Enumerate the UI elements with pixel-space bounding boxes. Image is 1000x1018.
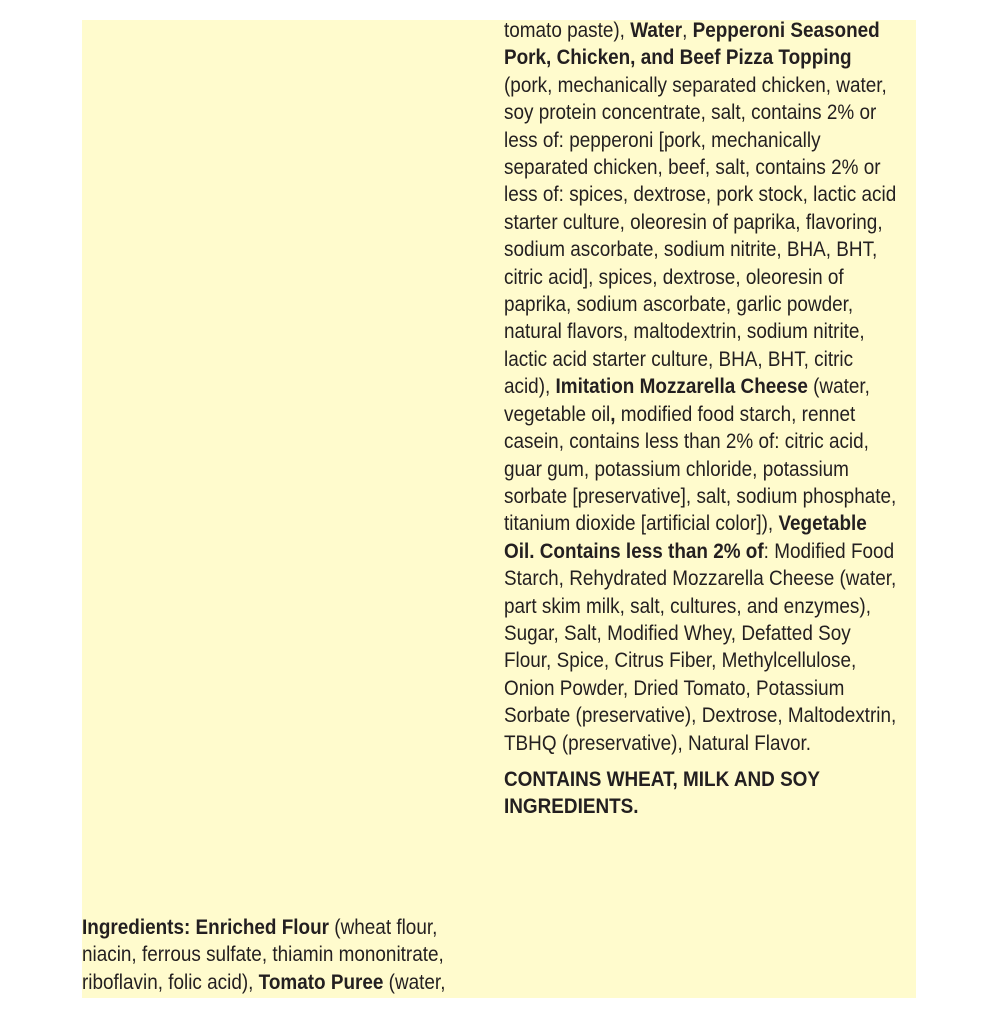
ingredient-text-line	[504, 17, 918, 44]
ingredient-text-run: (pork, mechanically separated chicken, water,	[504, 72, 887, 97]
ingredient-text-run: casein, contains less than 2% of: citric acid,	[504, 429, 869, 454]
ingredient-text-run-bold: Water	[630, 18, 683, 42]
ingredient-text-run: guar gum, potassium chloride, potassium	[504, 456, 849, 481]
ingredient-text-run: riboflavin, folic acid),	[82, 969, 259, 994]
ingredient-text-line	[504, 181, 918, 208]
ingredient-text-line	[504, 483, 918, 510]
ingredient-text-line	[504, 318, 918, 345]
ingredients-start-column	[82, 914, 469, 996]
ingredient-text-line	[504, 209, 918, 236]
ingredient-text-line	[504, 538, 918, 565]
ingredient-text-run: niacin, ferrous sulfate, thiamin mononitrate,	[82, 942, 444, 967]
ingredient-text-line	[504, 401, 918, 428]
ingredient-text-run: less of: spices, dextrose, pork stock, lactic acid	[504, 182, 897, 207]
allergen-text-run-bold: CONTAINS WHEAT, MILK AND SOY	[504, 766, 821, 791]
ingredient-text-line	[504, 565, 918, 592]
ingredient-text-run: paprika, sodium ascorbate, garlic powder,	[504, 292, 854, 317]
ingredient-text-run: ,	[682, 18, 693, 42]
ingredient-text-run: (water,	[383, 969, 446, 994]
ingredient-text-run: part skim milk, salt, cultures, and enzymes),	[504, 593, 871, 618]
ingredient-text-run-bold: Vegetable	[778, 511, 867, 536]
ingredient-text-run-bold: Pork, Chicken, and Beef Pizza Topping	[504, 45, 852, 70]
ingredient-text-line	[504, 702, 918, 729]
ingredient-text-run: less of: pepperoni [pork, mechanically	[504, 127, 821, 152]
allergen-text-run-bold: INGREDIENTS.	[504, 794, 639, 819]
allergen-statement	[504, 766, 918, 821]
ingredients-start-text	[82, 914, 469, 996]
ingredient-text-run: modified food starch, rennet	[615, 401, 856, 426]
ingredient-text-run-bold: Pepperoni Seasoned	[692, 18, 880, 42]
paragraph-spacer	[504, 757, 918, 766]
ingredient-text-run: Sorbate (preservative), Dextrose, Maltodextrin,	[504, 703, 897, 728]
ingredient-text-line	[82, 941, 469, 968]
ingredient-text-run: (water,	[807, 374, 870, 399]
ingredient-text-run: citric acid], spices, dextrose, oleoresin of	[504, 264, 844, 289]
ingredient-text-line	[504, 593, 918, 620]
ingredient-text-run: acid),	[504, 374, 556, 399]
ingredient-text-line	[82, 914, 469, 941]
ingredient-text-line	[504, 675, 918, 702]
ingredients-continuation-column	[504, 17, 918, 821]
ingredient-text-run: Onion Powder, Dried Tomato, Potassium	[504, 675, 845, 700]
ingredient-text-line	[504, 236, 918, 263]
ingredient-text-line	[504, 428, 918, 455]
ingredient-text-run: titanium dioxide [artificial color]),	[504, 511, 779, 536]
ingredient-text-line	[504, 510, 918, 537]
ingredient-text-line	[504, 373, 918, 400]
ingredient-text-line	[504, 44, 918, 71]
ingredient-text-run-bold: Oil. Contains less than 2% of	[504, 538, 764, 563]
ingredient-text-line	[504, 291, 918, 318]
ingredient-text-run: soy protein concentrate, salt, contains 2% or	[504, 100, 877, 125]
ingredient-text-run: tomato paste),	[504, 18, 631, 42]
ingredient-text-run-bold: Tomato Puree	[258, 969, 384, 994]
ingredient-text-line	[504, 647, 918, 674]
ingredient-text-run: Flour, Spice, Citrus Fiber, Methylcellulose,	[504, 648, 857, 673]
ingredient-text-run: Sugar, Salt, Modified Whey, Defatted Soy	[504, 620, 851, 645]
ingredient-text-run: separated chicken, beef, salt, contains 2% or	[504, 155, 881, 180]
ingredient-text-run: starter culture, oleoresin of paprika, flavoring,	[504, 209, 883, 234]
ingredient-text-run: lactic acid starter culture, BHA, BHT, citric	[504, 346, 854, 371]
allergen-text-line	[504, 793, 918, 820]
ingredient-text-line	[504, 456, 918, 483]
ingredient-text-line	[504, 154, 918, 181]
ingredient-text-run-bold: Imitation Mozzarella Cheese	[555, 374, 808, 399]
ingredient-text-line	[504, 127, 918, 154]
ingredient-text-line	[82, 969, 469, 996]
ingredient-text-run-bold: ,	[610, 401, 616, 426]
ingredient-text-run: TBHQ (preservative), Natural Flavor.	[504, 730, 812, 755]
ingredient-text-line	[504, 346, 918, 373]
ingredient-text-run: Starch, Rehydrated Mozzarella Cheese (water,	[504, 566, 897, 591]
ingredient-text-run: vegetable oil	[504, 401, 611, 426]
ingredient-text-run: sodium ascorbate, sodium nitrite, BHA, BHT,	[504, 237, 878, 262]
ingredient-text-line	[504, 72, 918, 99]
ingredient-text-run: : Modified Food	[763, 538, 895, 563]
ingredient-text-run: sorbate [preservative], salt, sodium phosphate,	[504, 483, 897, 508]
ingredient-text-run: natural flavors, maltodextrin, sodium nitrite,	[504, 319, 865, 344]
ingredient-text-run-bold: Ingredients: Enriched Flour	[82, 915, 330, 939]
ingredient-text-line	[504, 620, 918, 647]
ingredients-continuation-text	[504, 17, 918, 757]
ingredient-text-line	[504, 264, 918, 291]
ingredient-text-line	[504, 99, 918, 126]
ingredient-text-run: (wheat flour,	[329, 915, 438, 939]
allergen-text-line	[504, 766, 918, 793]
ingredient-text-line	[504, 730, 918, 757]
